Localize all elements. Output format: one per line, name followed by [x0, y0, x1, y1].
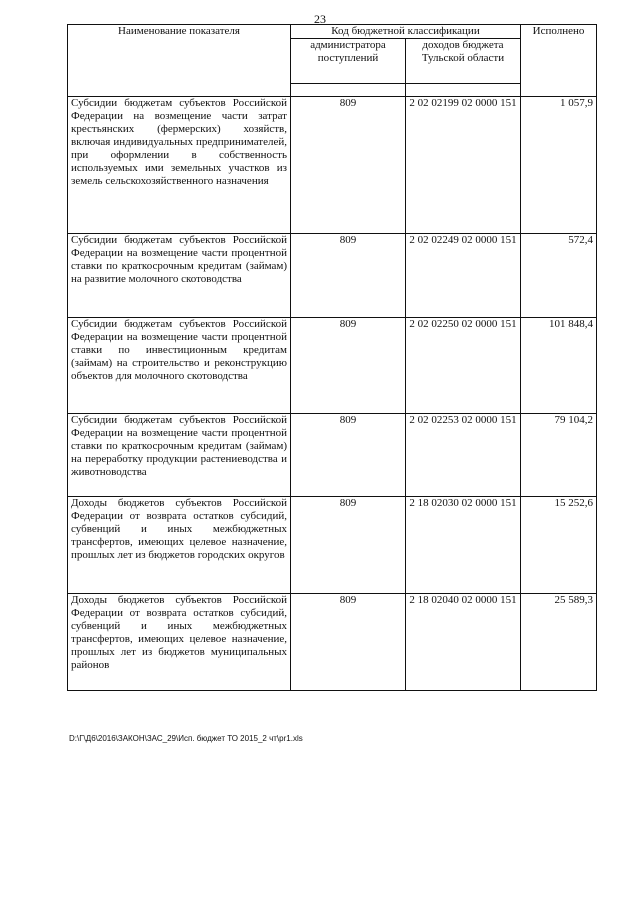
header-spacer-income — [406, 84, 521, 97]
row-income-code: 2 02 02253 02 0000 151 — [406, 414, 521, 497]
table-row — [68, 414, 597, 497]
budget-table — [67, 24, 597, 691]
page-number: 23 — [314, 12, 326, 26]
row-name: Доходы бюджетов субъектов Российской Федерации от возврата остатков субсидий, субвенций и иных межбюджетных трансфертов, имеющих целевое назначение, прошлых лет из бюджетов городских округов — [68, 497, 291, 594]
table-row — [68, 497, 597, 594]
header-code-group: Код бюджетной классификации — [291, 25, 521, 39]
table-row — [68, 234, 597, 318]
row-executed: 79 104,2 — [521, 414, 597, 497]
row-admin-code: 809 — [291, 318, 406, 414]
row-name: Субсидии бюджетам субъектов Российской Федерации на возмещение части затрат крестьянских (фермерских) хозяйств, включая индивидуальных предпринимателей, при оформлении в собственность используемых ими земельных участков из земель сельскохозяйственного назначения — [68, 97, 291, 234]
row-executed: 25 589,3 — [521, 594, 597, 691]
row-income-code: 2 02 02250 02 0000 151 — [406, 318, 521, 414]
header-name: Наименование показателя — [68, 25, 291, 97]
table-row — [68, 97, 597, 234]
row-income-code: 2 18 02040 02 0000 151 — [406, 594, 521, 691]
row-admin-code: 809 — [291, 414, 406, 497]
row-name: Субсидии бюджетам субъектов Российской Федерации на возмещение части процентной ставки по краткосрочным кредитам (займам) на развитие молочного скотоводства — [68, 234, 291, 318]
row-income-code: 2 18 02030 02 0000 151 — [406, 497, 521, 594]
table-row — [68, 594, 597, 691]
table-row — [68, 318, 597, 414]
row-executed: 101 848,4 — [521, 318, 597, 414]
header-administrator: администратора поступлений — [291, 39, 406, 84]
row-income-code: 2 02 02249 02 0000 151 — [406, 234, 521, 318]
row-executed: 572,4 — [521, 234, 597, 318]
row-admin-code: 809 — [291, 594, 406, 691]
row-name: Субсидии бюджетам субъектов Российской Федерации на возмещение части процентной ставки по инвестиционным кредитам (займам) на строительство и реконструкцию объектов для молочного скотоводства — [68, 318, 291, 414]
row-name: Доходы бюджетов субъектов Российской Федерации от возврата остатков субсидий, субвенций и иных межбюджетных трансфертов, имеющих целевое назначение, прошлых лет из бюджетов муниципальных районов — [68, 594, 291, 691]
header-executed: Исполнено — [521, 25, 597, 97]
file-path: D:\Г\Д6\2016\ЗАКОН\ЗАС_29\Исп. бюджет ТО 2015_2 чт\pr1.xls — [69, 734, 303, 743]
row-income-code: 2 02 02199 02 0000 151 — [406, 97, 521, 234]
header-spacer-admin — [291, 84, 406, 97]
row-admin-code: 809 — [291, 234, 406, 318]
row-executed: 15 252,6 — [521, 497, 597, 594]
header-income: доходов бюджета Тульской области — [406, 39, 521, 84]
row-executed: 1 057,9 — [521, 97, 597, 234]
row-name: Субсидии бюджетам субъектов Российской Федерации на возмещение части процентной ставки по краткосрочным кредитам (займам) на переработку продукции растениеводства и животноводства — [68, 414, 291, 497]
row-admin-code: 809 — [291, 97, 406, 234]
row-admin-code: 809 — [291, 497, 406, 594]
